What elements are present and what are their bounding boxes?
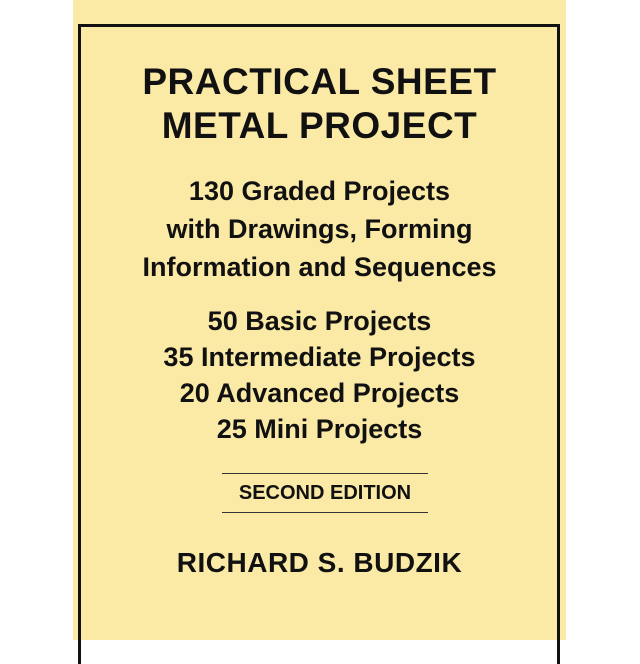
count-intermediate: 35 Intermediate Projects <box>163 342 476 372</box>
book-subtitle <box>73 172 566 286</box>
subtitle-line-2: with Drawings, Forming <box>166 214 473 244</box>
title-line-1: PRACTICAL SHEET <box>142 61 497 102</box>
count-mini: 25 Mini Projects <box>216 414 423 444</box>
author-name: RICHARD S. BUDZIK <box>176 547 463 578</box>
subtitle-line-3: Information and Sequences <box>142 252 497 282</box>
book-title <box>73 60 566 148</box>
count-basic: 50 Basic Projects <box>207 306 432 336</box>
subtitle-line-1: 130 Graded Projects <box>188 176 451 206</box>
edition-rule-box <box>222 473 428 513</box>
edition-label: SECOND EDITION <box>238 482 412 504</box>
count-advanced: 20 Advanced Projects <box>179 378 460 408</box>
title-line-2: METAL PROJECT <box>161 105 478 146</box>
project-counts <box>73 303 566 447</box>
